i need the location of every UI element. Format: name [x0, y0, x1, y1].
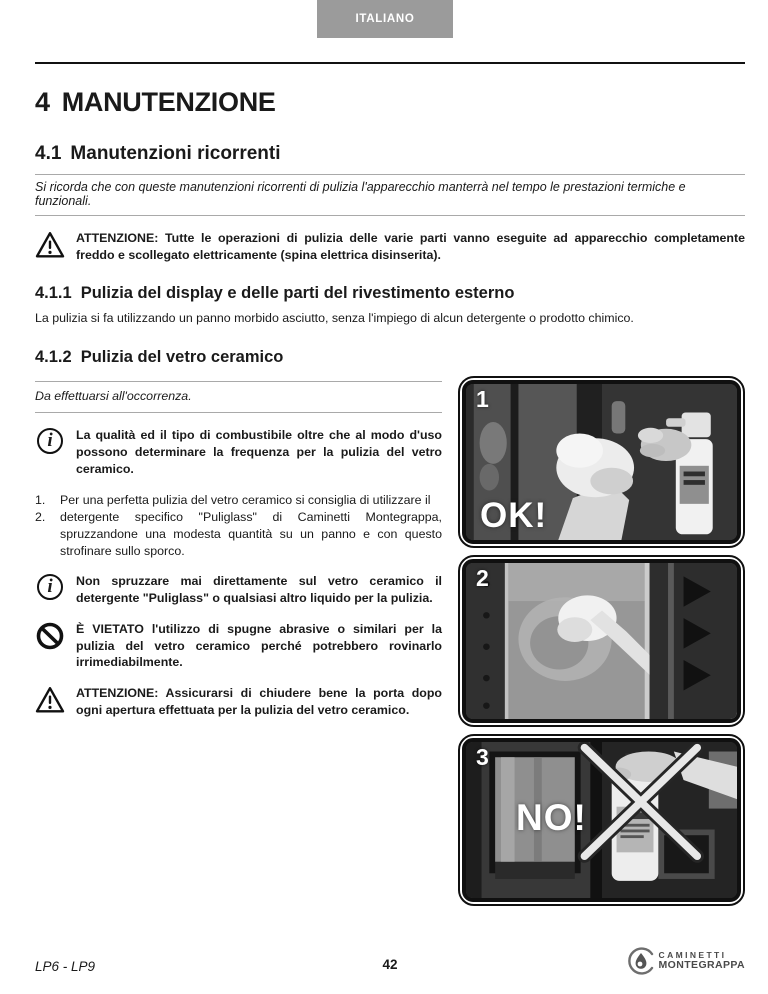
section-41-heading	[35, 143, 745, 165]
chapter-heading	[35, 87, 745, 118]
figure-3-caption: NO!	[516, 797, 587, 839]
info-icon: i	[35, 573, 65, 606]
info-note-fuel-text: La qualità ed il tipo di combustibile oltre che al modo d'uso possono determinare la frequenza per la pulizia del vetro ceramico.	[76, 428, 442, 476]
section-412-heading	[35, 348, 745, 367]
warning-note-cold-text: ATTENZIONE: Tutte le operazioni di pulizia delle varie parti vanno eseguite ad apparecchio completamente freddo e scollegato elettricamente (spina elettrica disinserita).	[76, 231, 745, 262]
brand-logo	[626, 946, 745, 976]
chapter-number: 4	[35, 87, 50, 117]
brand-logo-icon	[626, 946, 656, 976]
section-41-title: Manutenzioni ricorrenti	[70, 143, 281, 164]
section-411-title: Pulizia del display e delle parti del rivestimento esterno	[80, 284, 515, 303]
brand-line-1: CAMINETTI	[658, 950, 727, 961]
section-41-intro-text: Si ricorda che con queste manutenzioni ricorrenti di pulizia l'apparecchio manterrà nel tempo le prestazioni termiche e funzionali.	[35, 180, 686, 208]
figure-column	[458, 376, 745, 913]
section-411-heading	[35, 284, 745, 303]
chapter-title: MANUTENZIONE	[61, 87, 276, 117]
section-41-number: 4.1	[35, 143, 62, 164]
section-412-title: Pulizia del vetro ceramico	[80, 348, 284, 367]
figure-1-caption: OK!	[480, 496, 548, 536]
figure-3-photo	[466, 742, 737, 898]
forbidden-note-text: È VIETATO l'utilizzo di spugne abrasive o similari per la pulizia del vetro ceramico perché potrebbero rovinarlo irrimediabilmente.	[76, 621, 442, 670]
info-note-spray-text: Non spruzzare mai direttamente sul vetro ceramico il detergente "Puliglass" o qualsiasi altro liquido per la pulizia.	[76, 574, 442, 606]
brand-line-2: MONTEGRAPPA	[658, 958, 745, 971]
warning-note-door	[35, 685, 442, 718]
section-411-number: 4.1.1	[35, 284, 72, 303]
figure-3-photo-frame	[462, 738, 741, 902]
warning-note-cold	[35, 230, 745, 263]
list-item-marker: 1.	[35, 493, 46, 508]
page-number: 42	[382, 957, 398, 972]
prohibited-icon	[35, 621, 65, 671]
figure-2-photo-frame	[462, 559, 741, 723]
occurrence-block	[35, 381, 442, 413]
header-divider	[35, 62, 745, 64]
figure-3-number: 3	[476, 744, 489, 771]
text-column	[35, 376, 442, 913]
info-note-spray	[35, 573, 442, 606]
language-tab-label: ITALIANO	[355, 13, 415, 25]
cleaning-steps-list	[35, 492, 442, 559]
forbidden-note	[35, 621, 442, 671]
figure-2-photo	[466, 563, 737, 719]
list-item-text: Per una perfetta pulizia del vetro ceramico si consiglia di utilizzare il	[60, 493, 431, 508]
section-412-columns	[35, 376, 745, 913]
figure-2	[458, 555, 745, 727]
figure-2-number: 2	[476, 565, 489, 592]
warning-icon	[35, 685, 65, 718]
figure-1-number: 1	[476, 386, 489, 413]
model-label: LP6 - LP9	[35, 959, 96, 974]
occurrence-text: Da effettuarsi all'occorrenza.	[35, 389, 192, 404]
section-411-body: La pulizia si fa utilizzando un panno morbido asciutto, senza l'impiego di alcun detergente o prodotto chimico.	[35, 311, 634, 326]
info-note-fuel	[35, 427, 442, 477]
figure-1-photo-frame	[462, 380, 741, 544]
info-icon: i	[35, 427, 65, 477]
list-item	[35, 509, 442, 559]
list-item	[35, 492, 442, 509]
page-footer	[35, 938, 745, 978]
section-412-number: 4.1.2	[35, 348, 72, 367]
list-item-marker: 2.	[35, 510, 46, 525]
figure-3	[458, 734, 745, 906]
warning-note-door-text: ATTENZIONE: Assicurarsi di chiudere bene la porta dopo ogni apertura effettuata per la pulizia del vetro ceramico.	[76, 686, 442, 717]
list-item-text: detergente specifico "Puliglass" di Caminetti Montegrappa, spruzzandone una modesta quantità su un panno e con questo strofinare sullo sporco.	[60, 510, 442, 558]
section-41-intro-block	[35, 174, 745, 216]
page-content	[35, 0, 745, 913]
figure-1	[458, 376, 745, 548]
brand-text	[659, 951, 745, 971]
warning-icon	[35, 230, 65, 263]
